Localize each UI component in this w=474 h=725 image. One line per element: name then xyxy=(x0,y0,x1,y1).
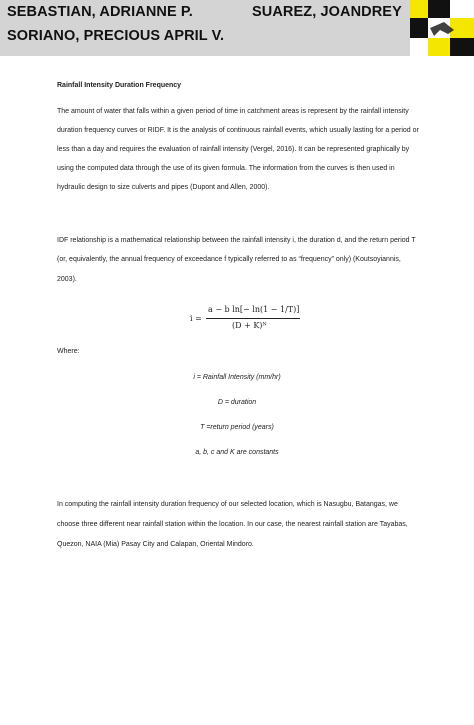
formula-fraction-bar xyxy=(206,318,300,319)
definition-duration: D = duration xyxy=(217,399,257,406)
para1-line: less than a day and requires the evaluation of rainfall intensity (Vergel, 2016). It can be represented graphically by xyxy=(57,146,410,153)
para3-line: choose three different near rainfall station within the location. In our case, the nearest rainfall station are Tayabas, xyxy=(57,521,408,528)
idf-formula xyxy=(190,302,300,338)
author-name-2: SUAREZ, JOANDREY xyxy=(252,4,402,20)
author-name-3: SORIANO, PRECIOUS APRIL V. xyxy=(7,28,225,44)
para2-line: 2003). xyxy=(57,276,77,283)
para2-line: IDF relationship is a mathematical relationship between the rainfall intensity i, the duration d, and the return period T xyxy=(57,237,416,244)
para3-line: Quezon, NAIA (Mia) Pasay City and Calapan, Oriental Mindoro. xyxy=(57,541,254,548)
para3-line: In computing the rainfall intensity duration frequency of our selected location, which is Nasugbu, Batangas, we xyxy=(57,501,398,508)
definition-constants: a, b, c and K are constants xyxy=(195,449,279,456)
para2-line: (or, equivalently, the annual frequency of exceedance f typically referred to as “frequency” only) (Koutsoyiannis, xyxy=(57,256,401,263)
para1-line: using the computed data through the use of its given formula. The information from the curves is then used in xyxy=(57,165,395,172)
para1-line: duration frequency curves or RIDF. It is the analysis of continuous rainfall events, which usually lasting for a period or xyxy=(57,127,419,134)
author-name-1: SEBASTIAN, ADRIANNE P. xyxy=(7,4,193,20)
para1-line: The amount of water that falls within a given period of time in catchment areas is represent by the rainfall intensity xyxy=(57,108,409,115)
where-label: Where: xyxy=(57,348,80,355)
page-header xyxy=(0,0,474,56)
university-logo-icon xyxy=(410,0,474,56)
definition-return-period: T =return period (years) xyxy=(200,424,274,431)
formula-numerator: a − b ln[− ln(1 − 1/T)] xyxy=(208,305,300,314)
definition-intensity: i = Rainfall Intensity (mm/hr) xyxy=(193,374,281,381)
formula-denominator: (D + K)ᴺ xyxy=(232,321,267,330)
para1-line: hydraulic design to size culverts and pipes (Dupont and Allen, 2000). xyxy=(57,184,270,191)
formula-lhs: i = xyxy=(190,314,202,323)
section-heading: Rainfall Intensity Duration Frequency xyxy=(57,82,182,89)
